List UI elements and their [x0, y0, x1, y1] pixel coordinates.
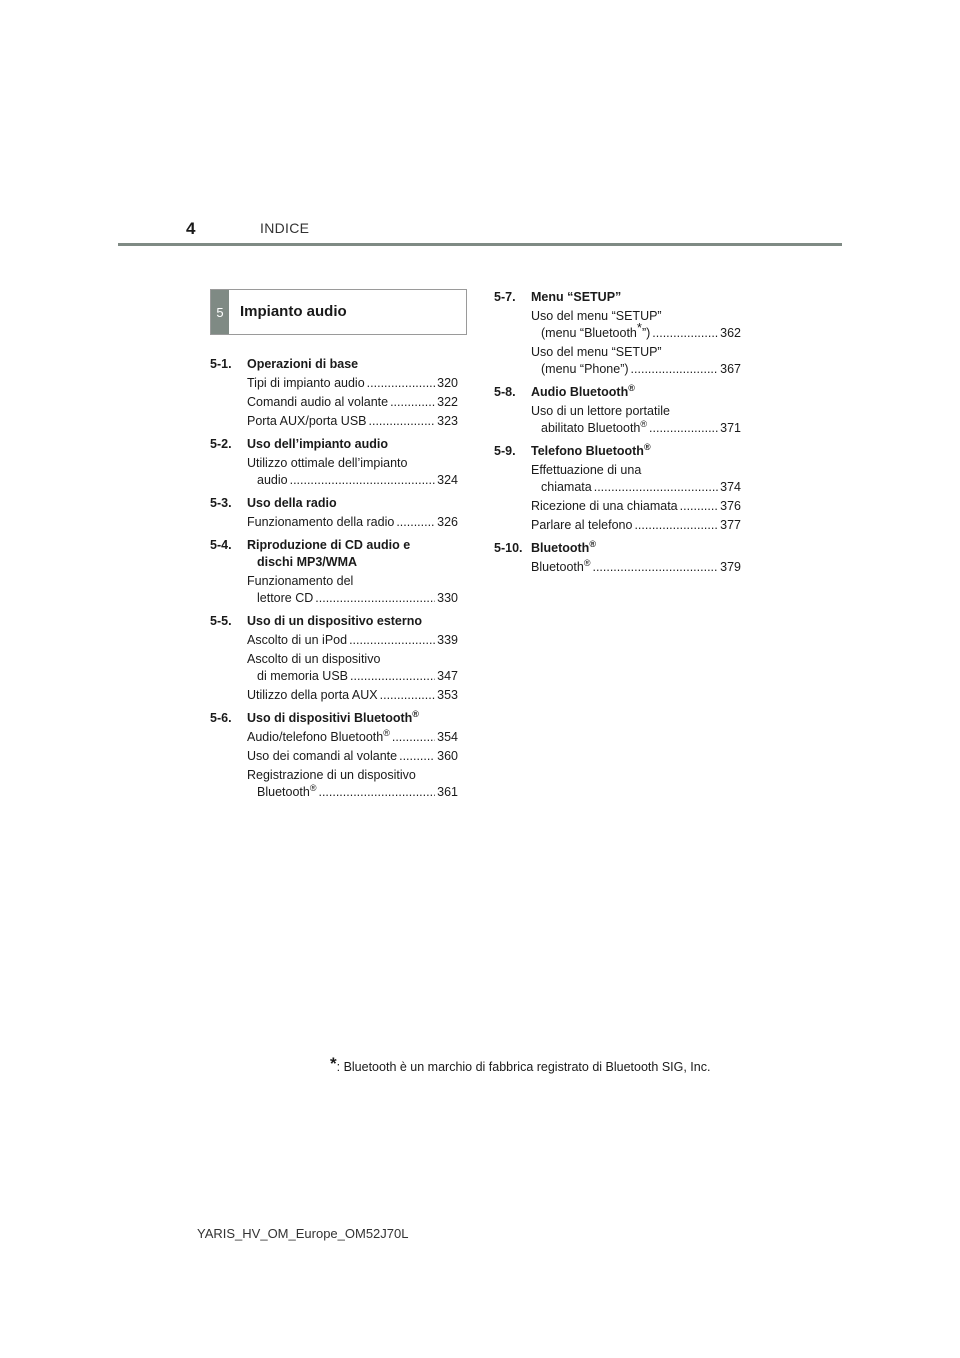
toc-entry[interactable] [494, 517, 741, 534]
entry-text: Comandi audio al volante [247, 395, 389, 409]
entry-page: 322 [437, 395, 458, 409]
registered-mark: ® [589, 538, 596, 549]
section-name-line: dischi MP3/WMA [257, 555, 358, 569]
entry-text: Audio/telefono Bluetooth® [247, 727, 390, 744]
section-name: Uso della radio [247, 496, 337, 510]
section-number: 5-5. [210, 614, 232, 628]
section-name: Bluetooth® [531, 538, 596, 555]
section-name-text: Uso di dispositivi Bluetooth [247, 711, 413, 725]
entry-text: Tipi di impianto audio [247, 376, 365, 390]
footnote [330, 1054, 711, 1074]
toc-entry[interactable] [494, 308, 741, 342]
section-heading[interactable] [494, 443, 741, 460]
entry-page: 347 [437, 669, 458, 683]
entry-text: Uso di un lettore portatile [531, 404, 670, 418]
registered-mark: ® [309, 782, 317, 793]
toc-entry[interactable] [494, 559, 741, 576]
entry-text: Uso del menu “SETUP” [531, 345, 662, 359]
entry-text: Ascolto di un dispositivo [247, 652, 381, 666]
entry-text: Utilizzo della porta AUX [247, 688, 378, 702]
toc-entry[interactable] [210, 455, 458, 489]
entry-text: Parlare al telefono [531, 518, 633, 532]
entry-text: Uso dei comandi al volante [247, 749, 398, 763]
section-name: Telefono Bluetooth® [531, 441, 651, 458]
section-number: 5-4. [210, 538, 232, 552]
entry-page: 323 [437, 414, 458, 428]
toc-entry[interactable] [494, 462, 741, 496]
section-heading[interactable] [210, 537, 458, 571]
toc-entry[interactable] [210, 394, 458, 411]
section-heading[interactable] [494, 384, 741, 401]
entry-page: 353 [437, 688, 458, 702]
section-name [247, 710, 458, 727]
entry-page: 367 [720, 362, 741, 376]
entry-text: chiamata [541, 480, 592, 494]
section-heading[interactable] [210, 710, 458, 727]
entry-text: Bluetooth® [531, 557, 591, 574]
toc-entry[interactable] [494, 344, 741, 378]
footnote-text: : Bluetooth è un marchio di fabbrica registrato di Bluetooth SIG, Inc. [336, 1060, 711, 1074]
section-name [247, 537, 458, 571]
toc-entry[interactable] [210, 748, 458, 765]
entry-text: (menu “Bluetooth*”) [541, 319, 651, 340]
entry-page: 374 [720, 480, 741, 494]
section-number: 5-9. [494, 444, 516, 458]
entry-page: 360 [437, 749, 458, 763]
section-name: Uso di un dispositivo esterno [247, 614, 423, 628]
document-code: YARIS_HV_OM_Europe_OM52J70L [197, 1226, 409, 1241]
toc-entry[interactable] [210, 573, 458, 607]
section-number: 5-8. [494, 385, 516, 399]
asterisk-mark: * [330, 1054, 337, 1073]
registered-mark: ® [628, 382, 635, 393]
registered-mark: ® [643, 441, 651, 452]
toc-right-column [494, 285, 741, 576]
entry-page: 324 [437, 473, 458, 487]
registered-mark: ® [583, 557, 591, 568]
entry-text: Effettuazione di una [531, 463, 642, 477]
toc-entry[interactable] [494, 498, 741, 515]
entry-page: 379 [720, 560, 741, 574]
section-heading[interactable] [494, 289, 741, 306]
chapter-box [210, 289, 467, 335]
section-heading[interactable] [210, 613, 458, 630]
entry-page: 339 [437, 633, 458, 647]
entry-page: 320 [437, 376, 458, 390]
entry-page: 354 [437, 730, 458, 744]
section-name: Menu “SETUP” [531, 290, 622, 304]
entry-page: 330 [437, 591, 458, 605]
section-heading[interactable] [210, 356, 458, 373]
toc-entry[interactable] [210, 514, 458, 531]
section-heading[interactable] [210, 436, 458, 453]
entry-page: 326 [437, 515, 458, 529]
entry-text: Bluetooth® [257, 782, 317, 799]
toc-entry[interactable] [210, 632, 458, 649]
section-number: 5-6. [210, 711, 232, 725]
entry-page: 371 [720, 421, 741, 435]
section-name: Uso dell’impianto audio [247, 437, 388, 451]
entry-page: 377 [720, 518, 741, 532]
entry-text: Utilizzo ottimale dell’impianto [247, 456, 408, 470]
asterisk-mark: * [636, 319, 642, 335]
header-rule [118, 243, 842, 246]
chapter-title: Impianto audio [240, 303, 347, 320]
entry-text: Porta AUX/porta USB [247, 414, 367, 428]
registered-mark: ® [412, 708, 419, 719]
entry-text: Funzionamento della radio [247, 515, 395, 529]
section-name-line: Riproduzione di CD audio e [247, 538, 411, 552]
toc-entry[interactable] [210, 413, 458, 430]
page-title: INDICE [260, 220, 310, 236]
entry-text: Registrazione di un dispositivo [247, 768, 416, 782]
section-name: Audio Bluetooth® [531, 382, 635, 399]
entry-text: Uso del menu “SETUP” [531, 309, 662, 323]
entry-text: (menu “Phone”) [541, 362, 629, 376]
chapter-tab: 5 [211, 290, 229, 334]
entry-text: di memoria USB [257, 669, 348, 683]
entry-text: Ricezione di una chiamata [531, 499, 678, 513]
toc-entry[interactable] [210, 687, 458, 704]
entry-text: Ascolto di un iPod [247, 633, 348, 647]
section-heading[interactable] [210, 495, 458, 512]
section-number: 5-3. [210, 496, 232, 510]
entry-page: 361 [437, 785, 458, 799]
page-number: 4 [186, 219, 196, 238]
section-number: 5-7. [494, 290, 516, 304]
registered-mark: ® [383, 727, 390, 738]
toc-entry[interactable] [210, 375, 458, 392]
toc-left-column [210, 352, 458, 801]
section-number: 5-1. [210, 357, 232, 371]
entry-text: Funzionamento del [247, 574, 354, 588]
entry-text: lettore CD [257, 591, 314, 605]
toc-entry[interactable] [210, 651, 458, 685]
toc-entry[interactable] [494, 403, 741, 437]
entry-text: abilitato Bluetooth® [541, 418, 648, 435]
registered-mark: ® [640, 418, 648, 429]
section-name: Operazioni di base [247, 357, 359, 371]
section-number: 5-2. [210, 437, 232, 451]
section-number: 5-10. [494, 541, 523, 555]
toc-entry[interactable] [210, 729, 458, 746]
entry-text: audio [257, 473, 288, 487]
toc-entry[interactable] [210, 767, 458, 801]
section-heading[interactable] [494, 540, 741, 557]
entry-page: 362 [720, 326, 741, 340]
entry-page: 376 [720, 499, 741, 513]
